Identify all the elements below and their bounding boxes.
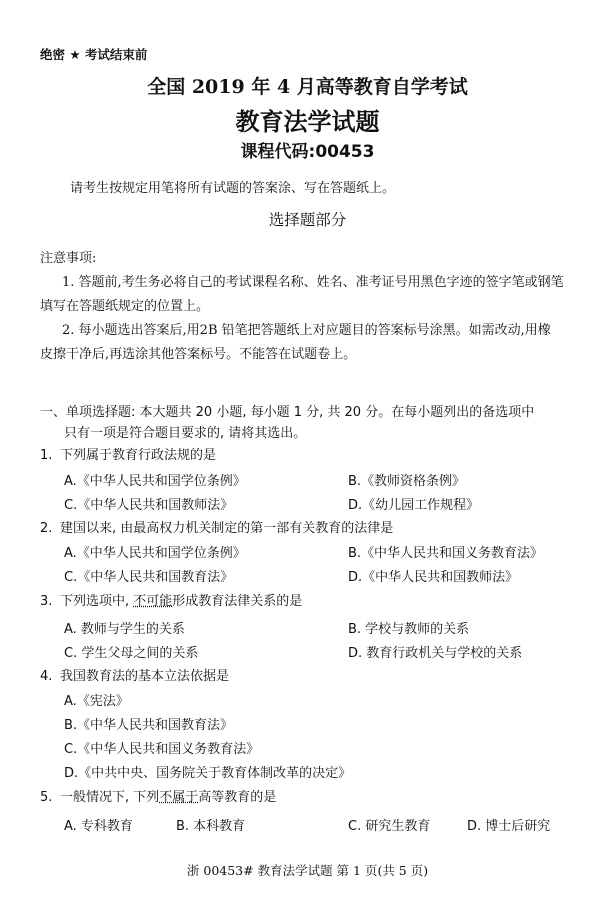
question-number: 5. <box>40 790 53 805</box>
q4-option-a: A.《宪法》 <box>64 694 129 709</box>
page-footer: 浙 00453# 教育法学试题 第 1 页(共 5 页) <box>186 863 429 878</box>
q3-option-d: D. 教育行政机关与学校的关系 <box>348 646 523 661</box>
q4-option-b: B.《中华人民共和国教育法》 <box>64 718 234 733</box>
note1-line1: 1. 答题前,考生务必将自己的考试课程名称、姓名、准考证号用黑色字迹的签字笔或钢笔 <box>62 275 564 290</box>
q1-option-b: B.《教师资格条例》 <box>348 474 466 489</box>
answer-instruction: 请考生按规定用笔将所有试题的答案涂、写在答题纸上。 <box>70 181 396 196</box>
question-4 <box>40 665 229 684</box>
question-number: 3. <box>40 594 53 609</box>
q5-option-b: B. 本科教育 <box>176 819 246 834</box>
q5-option-a: A. 专科教育 <box>64 819 133 834</box>
part1-heading-line1: 一、单项选择题: 本大题共 20 小题, 每小题 1 分, 共 20 分。在每小题列出的备选项中 <box>40 405 535 420</box>
notes-heading: 注意事项: <box>40 251 97 266</box>
q5-option-d: D. 博士后研究 <box>467 819 551 834</box>
question-number: 4. <box>40 669 53 684</box>
q1-option-c: C.《中华人民共和国教师法》 <box>64 498 234 513</box>
section-title: 选择题部分 <box>268 211 347 229</box>
exam-title: 全国 2019 年 4 月高等教育自学考试 <box>147 76 468 98</box>
q2-option-d: D.《中华人民共和国教师法》 <box>348 570 519 585</box>
q4-option-c: C.《中华人民共和国义务教育法》 <box>64 742 260 757</box>
question-text-post: 高等教育的是 <box>198 790 277 805</box>
question-number: 1. <box>40 448 53 463</box>
question-text-post: 形成教育法律关系的是 <box>172 594 303 609</box>
subject-title: 教育法学试题 <box>235 108 380 136</box>
q3-option-a: A. 教师与学生的关系 <box>64 622 185 637</box>
question-2 <box>40 517 393 536</box>
q2-option-c: C.《中华人民共和国教育法》 <box>64 570 234 585</box>
q5-option-c: C. 研究生教育 <box>348 819 431 834</box>
question-3 <box>40 590 302 609</box>
question-emphasis: 不属于 <box>159 790 199 805</box>
question-emphasis: 不可能 <box>133 594 173 609</box>
q2-option-a: A.《中华人民共和国学位条例》 <box>64 546 246 561</box>
note2-line2: 皮擦干净后,再选涂其他答案标号。不能答在试题卷上。 <box>40 347 357 362</box>
question-1 <box>40 444 216 463</box>
question-5 <box>40 786 276 805</box>
course-code: 课程代码:00453 <box>240 142 375 162</box>
note1-line2: 填写在答题纸规定的位置上。 <box>40 299 210 314</box>
part1-heading-line2: 只有一项是符合题目要求的, 请将其选出。 <box>64 426 307 441</box>
note2-line1: 2. 每小题选出答案后,用2B 铅笔把答题纸上对应题目的答案标号涂黑。如需改动,用橡 <box>62 323 551 338</box>
q2-option-b: B.《中华人民共和国义务教育法》 <box>348 546 544 561</box>
question-number: 2. <box>40 521 53 536</box>
q4-option-d: D.《中共中央、国务院关于教育体制改革的决定》 <box>64 766 352 781</box>
q3-option-b: B. 学校与教师的关系 <box>348 622 470 637</box>
question-text: 下列属于教育行政法规的是 <box>60 448 217 463</box>
q1-option-a: A.《中华人民共和国学位条例》 <box>64 474 246 489</box>
question-text-pre: 一般情况下, 下列 <box>60 790 160 805</box>
question-text-pre: 下列选项中, <box>60 594 134 609</box>
q3-option-c: C. 学生父母之间的关系 <box>64 646 199 661</box>
question-text: 我国教育法的基本立法依据是 <box>60 669 230 684</box>
confidential-label: 绝密 ★ 考试结束前 <box>40 47 148 62</box>
question-text: 建国以来, 由最高权力机关制定的第一部有关教育的法律是 <box>60 521 394 536</box>
q1-option-d: D.《幼儿园工作规程》 <box>348 498 480 513</box>
